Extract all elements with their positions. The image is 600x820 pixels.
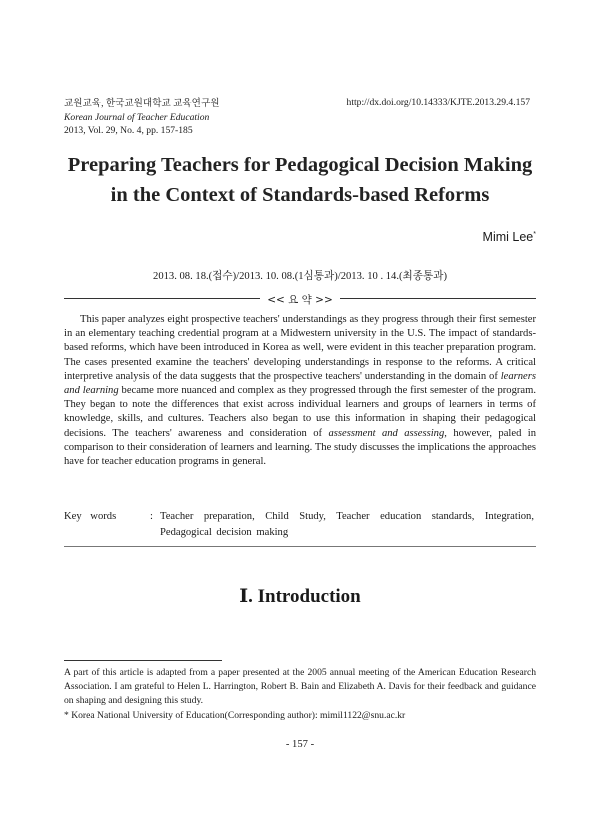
- review-dates: 2013. 08. 18.(접수)/2013. 10. 08.(1심통과)/2013. 10 . 14.(최종통과): [153, 271, 447, 282]
- abstract-text-3: , however, paled in comparison to their consideration of learners and learning. The study discusses the implications the approaches have for teacher education programs in general.: [64, 427, 536, 468]
- abstract-emphasis-2: assessment and assessing: [328, 427, 445, 439]
- keywords-label: Key words: [64, 511, 117, 522]
- abstract-heading: [64, 292, 536, 306]
- section-title: Introduction: [257, 586, 361, 607]
- keywords-colon: :: [150, 511, 153, 522]
- abstract-emphasis-1: learners and learning: [64, 370, 536, 397]
- doi-link[interactable]: http://dx.doi.org/10.14333/KJTE.2013.29.4.157: [346, 97, 530, 108]
- abstract-heading-label: << 요 약 >>: [267, 294, 333, 306]
- footnote-affiliation: * Korea National University of Education(Corresponding author): mimil1122@snu.ac.kr: [64, 709, 406, 721]
- paper-title: [40, 150, 560, 210]
- page-number: - 157 -: [285, 739, 315, 750]
- abstract-text-2: became more nuanced and complex as they progressed through the first semester of the program. They began to note the differences that exist across individual learners and groups of learners in terms of knowledge, skills, and cultures. Teachers also began to use this information in shaping their pedagogical decisions. The teachers' awareness and consideration of: [64, 385, 536, 439]
- author: [483, 230, 536, 244]
- abstract-rule-right: [340, 298, 536, 299]
- footnote: [64, 666, 536, 723]
- keywords: [64, 509, 536, 541]
- journal-header: [64, 97, 219, 138]
- publisher-line: 교원교육, 한국교원대학교 교육연구원: [64, 98, 220, 109]
- footnote-rule: [64, 660, 222, 661]
- citation-line: 2013, Vol. 29, No. 4, pp. 157-185: [64, 125, 193, 136]
- keywords-rule: [64, 546, 536, 547]
- footnote-text: A part of this article is adapted from a paper presented at the 2005 annual meeting of the American Education Research Association. I am grateful to Helen L. Harrington, Robert B. Bain and Elizabeth A. Davis for their feedback and guidance on shaping and designing this study.: [64, 667, 536, 707]
- title-line-1: Preparing Teachers for Pedagogical Decision Making: [67, 154, 533, 176]
- keywords-text: Teacher preparation, Child Study, Teacher education standards, Integration, Pedagogical decision making: [160, 511, 534, 538]
- author-mark: *: [533, 230, 536, 238]
- journal-name: Korean Journal of Teacher Education: [64, 111, 210, 123]
- section-heading: [0, 585, 600, 608]
- abstract-body: [64, 313, 536, 469]
- author-name: Mimi Lee: [482, 230, 534, 244]
- abstract-text-1: This paper analyzes eight prospective teachers' understandings as they progress through their first semester in an elementary teaching credential program at a Midwestern university in the U.S. The impact of standards-based reforms, which have been introduced in Korea as well, were evident in this teacher preparation program. The cases presented examine the teachers' developing understandings in response to the reforms. A critical interpretive analysis of the data suggests that the prospective teachers' understanding in the domain of: [64, 314, 536, 382]
- section-numeral: Ⅰ.: [239, 586, 253, 607]
- title-line-2: in the Context of Standards-based Reforms: [110, 184, 490, 206]
